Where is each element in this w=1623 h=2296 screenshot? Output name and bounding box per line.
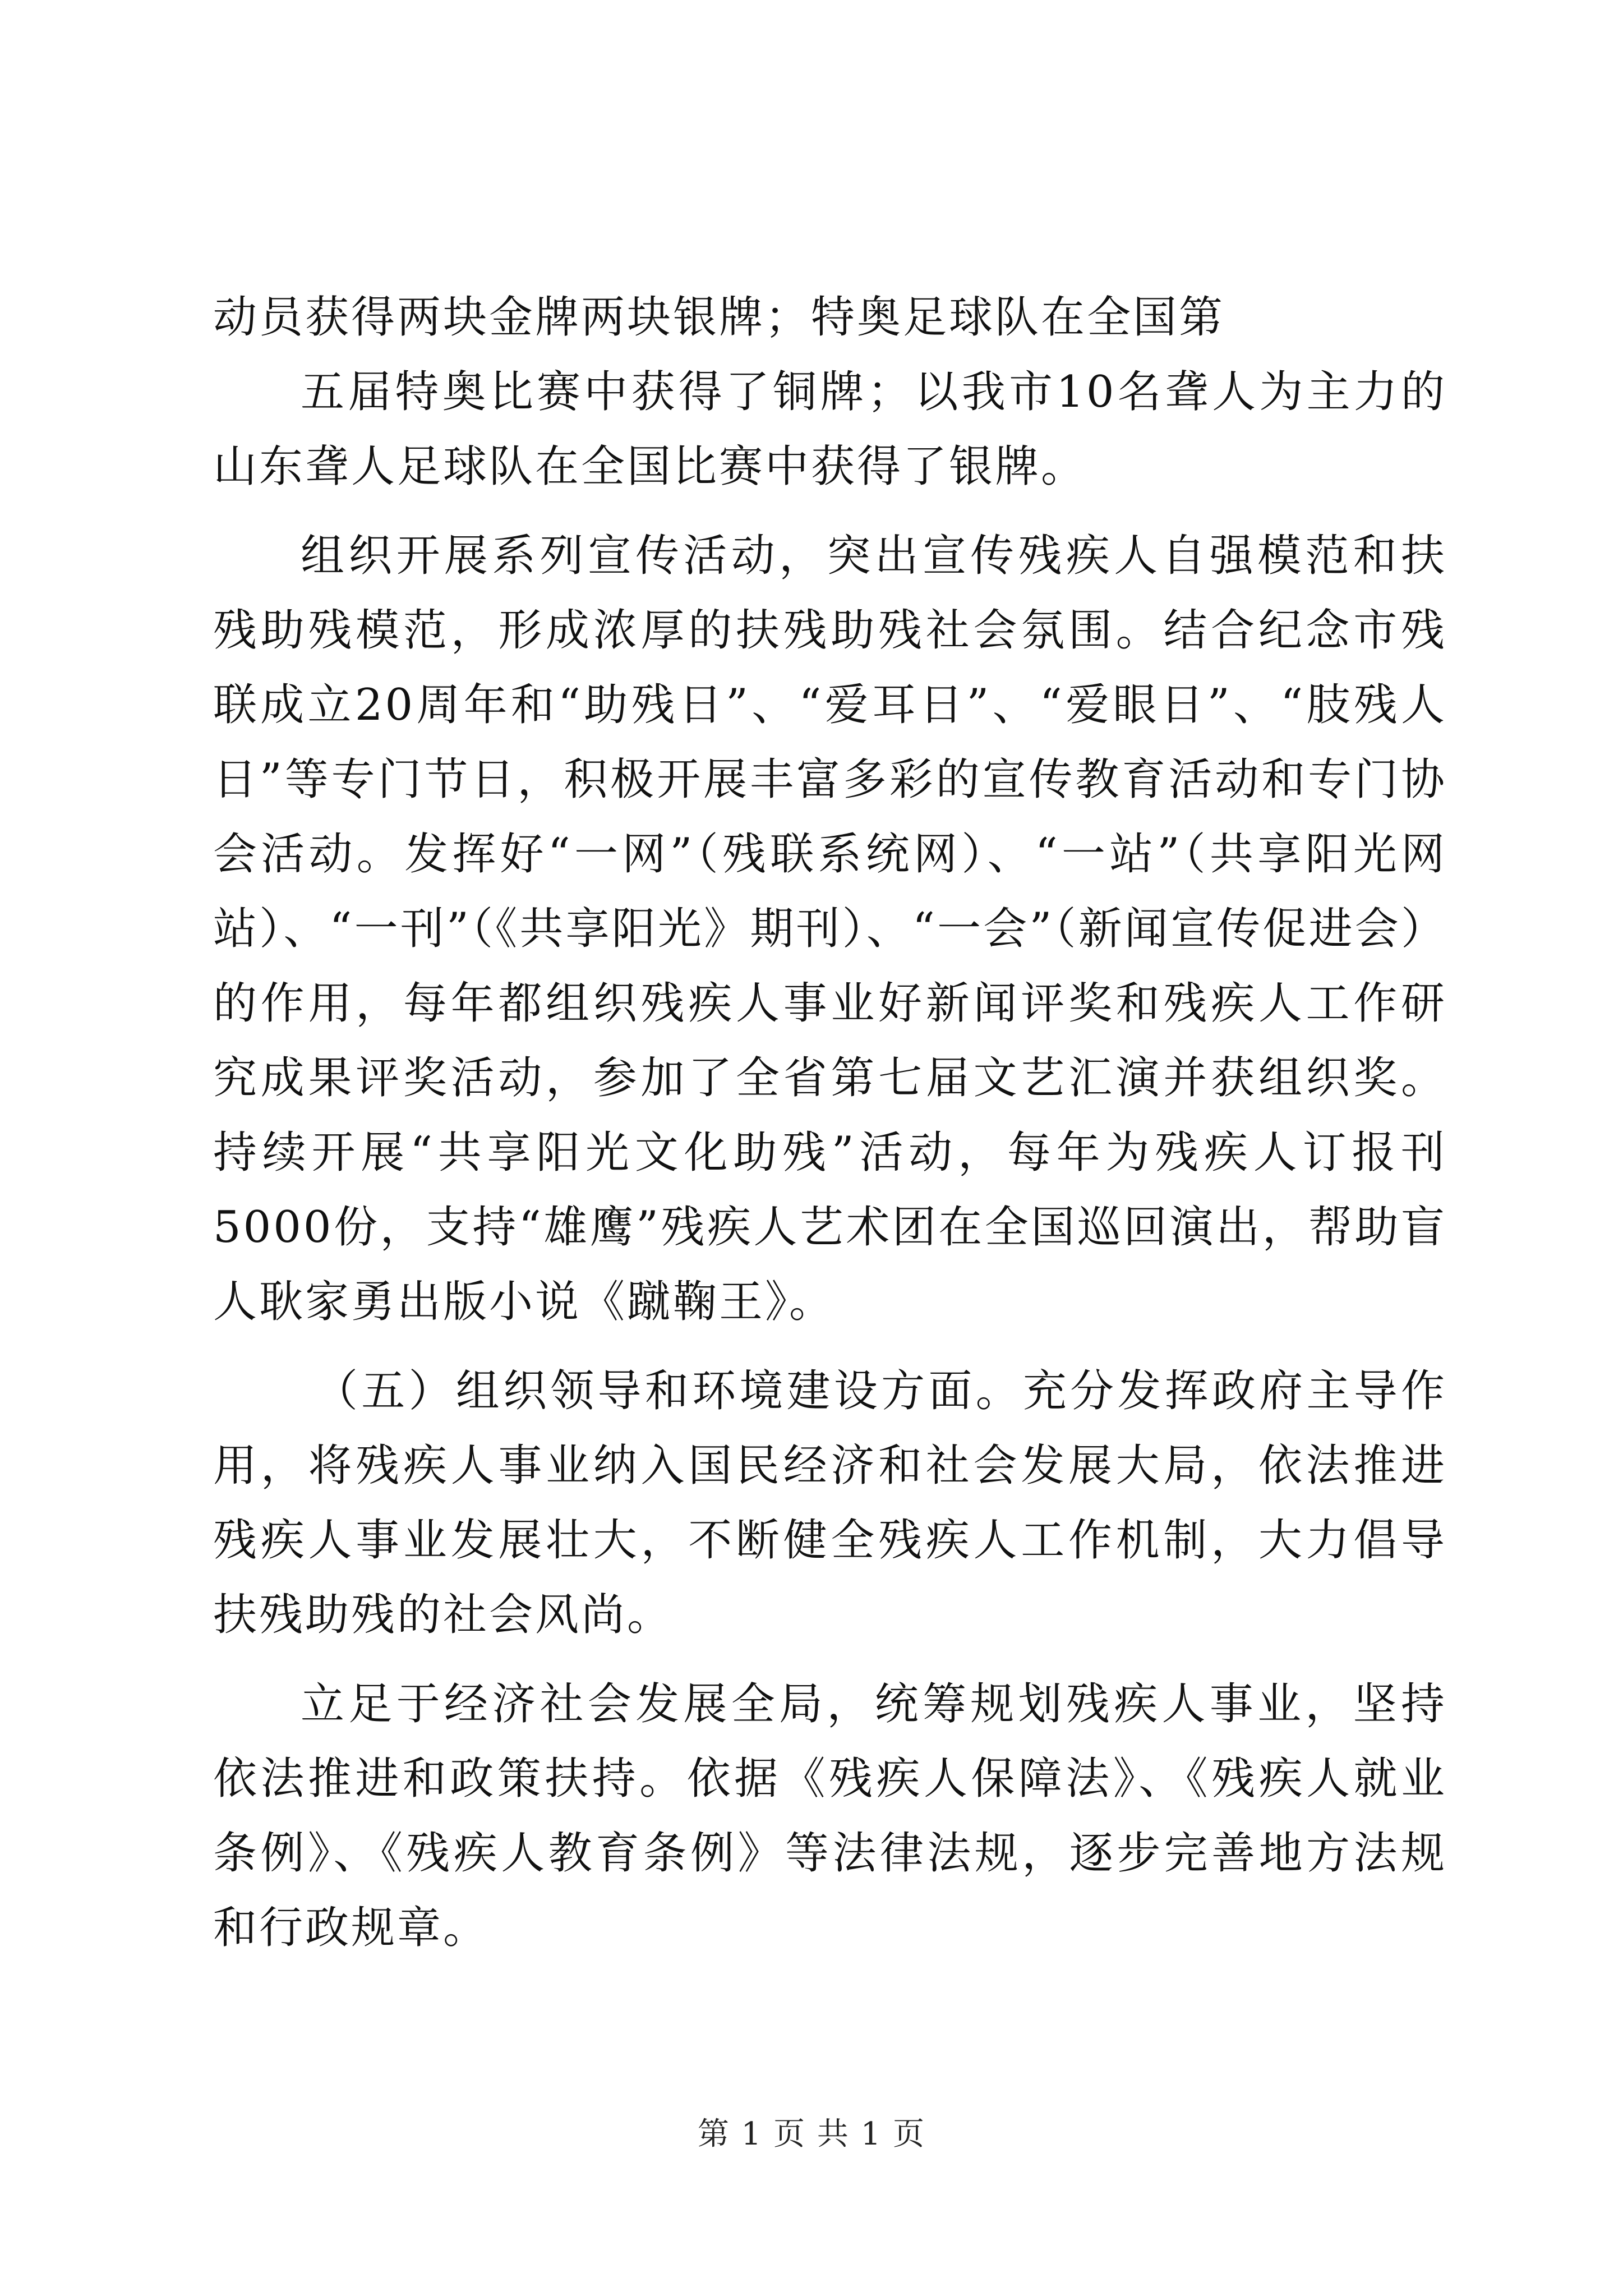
page-number-footer: 第 1 页 共 1 页 (697, 2116, 926, 2152)
paragraph-legal-framework: 立足于经济社会发展全局，统筹规划残疾人事业，坚持依法推进和政策扶持。依据《残疾人保障法》、《残疾人就业条例》、《残疾人教育条例》等法律法规，逐步完善地方法规和行政规章。 (213, 1679, 1447, 1953)
paragraph-publicity-activities: 组织开展系列宣传活动，突出宣传残疾人自强模范和扶残助残模范，形成浓厚的扶残助残社会氛围。结合纪念市残联成立20周年和“助残日”、“爱耳日”、“爱眼日”、“肢残人日”等专门节日，积极开展丰富多彩的宣传教育活动和专门协会活动。发挥好“一网”（残联系统网）、“一站”（共享阳光网站）、“一刊”（《共享阳光》期刊）、“一会”（新闻宣传促进会）的作用，每年都组织残疾人事业好新闻评奖和残疾人工作研究成果评奖活动，参加了全省第七届文艺汇演并获组织奖。持续开展“共享阳光文化助残”活动，每年为残疾人订报刊5000份，支持“雄鹰”残疾人艺术团在全国巡回演出，帮助盲人耿家勇出版小说《蹴鞠王》。 (213, 531, 1447, 1327)
paragraph-continuation: 动员获得两块金牌两块银牌；特奥足球队在全国第 (213, 292, 1225, 343)
paragraph-sports-results: 五届特奥比赛中获得了铜牌；以我市10名聋人为主力的山东聋人足球队在全国比赛中获得了银牌。 (213, 367, 1447, 492)
paragraph-organization-leadership: （五）组织领导和环境建设方面。充分发挥政府主导作用，将残疾人事业纳入国民经济和社会发展大局，依法推进残疾人事业发展壮大，不断健全残疾人工作机制，大力倡导扶残助残的社会风尚。 (213, 1366, 1447, 1640)
document-body (213, 280, 1447, 1966)
